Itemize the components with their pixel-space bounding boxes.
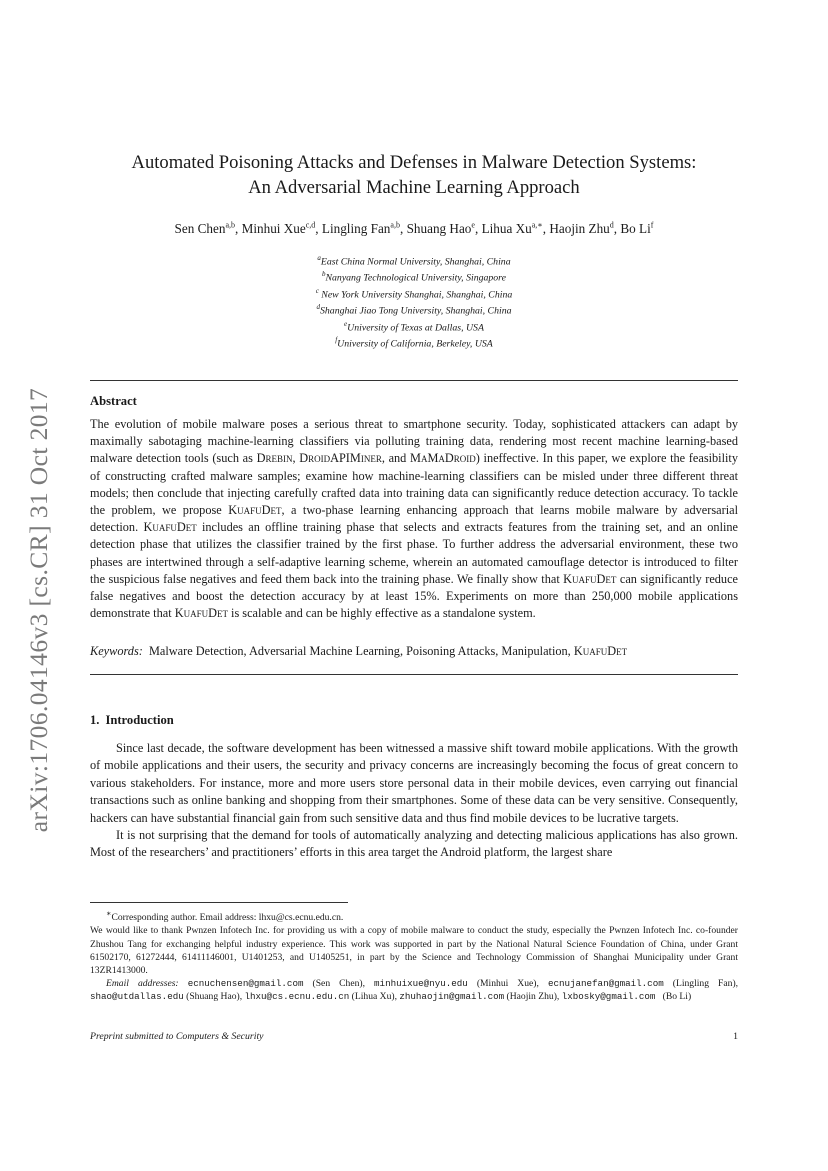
paper-title (80, 150, 748, 200)
title-line-2: An Adversarial Machine Learning Approach (248, 177, 580, 198)
email-link[interactable]: shao@utdallas.edu (90, 991, 184, 1003)
page-footer (90, 1031, 738, 1042)
email-link[interactable]: lhxu@cs.ecnu.edu.cn (244, 991, 350, 1003)
introduction-body (90, 740, 738, 862)
affiliation: $^f$University of California, Berkeley, USA (335, 336, 493, 350)
affiliation: $^a$East China Normal University, Shanghai, China (317, 254, 511, 268)
footnote-rule (90, 902, 348, 903)
arxiv-stamp (19, 370, 59, 850)
author: Minhui Xue$^{c,d}$, (241, 221, 322, 237)
affiliation-list (200, 252, 628, 351)
page-number: 1 (733, 1031, 738, 1042)
abstract-top-rule (90, 380, 738, 381)
author: Sen Chen$^{a,b}$, (174, 221, 242, 237)
author-list (80, 221, 748, 237)
keywords-label: Keywords: (90, 644, 143, 658)
author: Lihua $Xu^{a,∗}$, (481, 221, 550, 237)
intro-paragraph-2: It is not surprising that the demand for tools of automatically analyzing and detecting malicious applications has also grown. Most of the researchers’ and practitioners’ efforts in this area target the Android platform, the largest share (90, 828, 738, 860)
email-link[interactable]: ecnujanefan@gmail.com (547, 978, 664, 990)
corresponding-author-note: ∗Corresponding author. Email address: lhxu@cs.ecnu.edu.cn. (106, 909, 344, 924)
intro-paragraph-1: Since last decade, the software development has been witnessed a massive shift toward mobile applications. With the growth of mobile applications and their users, the security and privacy concerns are increasingly becoming the focus of great concern to various stakeholders. For instance, more and more users store personal data in their mobile devices, even carrying out financial transactions such as online banking and shopping from their smartphones. Some of these data can be very sensitive. Consequently, hackers can have substantial financial gain from such sensitive data and thus find mobile devices to be lucrative targets. (90, 741, 738, 825)
author: Bo Li$^f$ (620, 221, 654, 237)
affiliation: $^e$University of Texas at Dallas, USA (344, 319, 484, 334)
preprint-note: Preprint submitted to Computers & Security (90, 1031, 264, 1042)
affiliation: $^c$ New York University Shanghai, Shanghai, China (315, 286, 513, 301)
footnotes (90, 907, 738, 1004)
email-link[interactable]: lxbosky@gmail.com (561, 991, 656, 1003)
affiliation: $^d$Shanghai Jiao Tong University, Shanghai, China (316, 303, 512, 317)
author: Lingling Fan$^{a,b}$, (321, 221, 407, 237)
affiliation: $^b$Nanyang Technological University, Singapore (321, 270, 506, 284)
title-line-1: Automated Poisoning Attacks and Defenses in Malware Detection Systems: (131, 152, 697, 173)
acknowledgement-note: We would like to thank Pwnzen Infotech Inc. for providing us with a copy of mobile malware to conduct the study, especially the Pwnzen Infotech Inc. co-founder Zhushou Tang for exchanging helpful industry experience. This work was supported in part by the National Natural Science Foundation of China, under Grant 61502170, 61272444, 61411146001, U1401253, and U1405251, in part by the Science and Technology Commission of Shanghai Municipality under Grant 13ZR1413000. (90, 925, 738, 976)
author: Shuang Hao$^e$, (406, 221, 482, 237)
email-link[interactable]: ecnuchensen@gmail.com (187, 978, 304, 990)
email-addresses: Email addresses: ecnuchensen@gmail.com (Sen Chen), minhuixue@nyu.edu (Minhui Xue), ecnujanefan@gmail.com (Lingling Fan), shao@utdallas.edu (Shuang Hao), lhxu@cs.ecnu.edu.cn (Lihua Xu), zhuhaojin@gmail.com (Haojin Zhu), lxbosky@gmail.com (Bo Li) (90, 978, 739, 1003)
email-link[interactable]: zhuhaojin@gmail.com (399, 991, 505, 1003)
abstract-bottom-rule (90, 674, 738, 675)
abstract-heading: Abstract (90, 394, 137, 408)
section-heading-introduction: 1. Introduction (90, 713, 174, 727)
arxiv-stamp-text: arXiv:1706.04146v3 [cs.CR] 31 Oct 2017 (24, 387, 53, 833)
author: Haojin Zhu$^d$, (549, 221, 621, 237)
email-link[interactable]: minhuixue@nyu.edu (374, 978, 468, 990)
keywords: Keywords: Malware Detection, Adversarial Machine Learning, Poisoning Attacks, Manipulation, KuafuDet (90, 644, 628, 658)
abstract-text: The evolution of mobile malware poses a serious threat to smartphone security. Today, sophisticated attackers can adapt by maximally sabotaging machine-learning classifiers via polluting training data, rendering most recent machine learning-based malware detection tools (such as Drebin, DroidAPIMiner, and MaMaDroid) ineffective. In this paper, we explore the feasibility of constructing crafted malware samples; examine how machine-learning classifiers can be misled under three different threat models; then conclude that injecting carefully crafted data into training data can significantly reduce detection accuracy. To tackle the problem, we propose KuafuDet, a two-phase learning enhancing approach that learns mobile malware by adversarial detection. KuafuDet includes an offline training phase that selects and extracts features from the training set, and an online detection phase that utilizes the classifier trained by the first phase. To further address the adversarial environment, these two phases are intertwined through a self-adaptive learning scheme, wherein an automated camouflage detector is introduced to filter the suspicious false negatives and feed them back into the training phase. We finally show that KuafuDet can significantly reduce false negatives and boost the detection accuracy by at least 15%. Experiments on more than 250,000 mobile applications demonstrate that KuafuDet is scalable and can be highly effective as a standalone system. (90, 417, 739, 621)
